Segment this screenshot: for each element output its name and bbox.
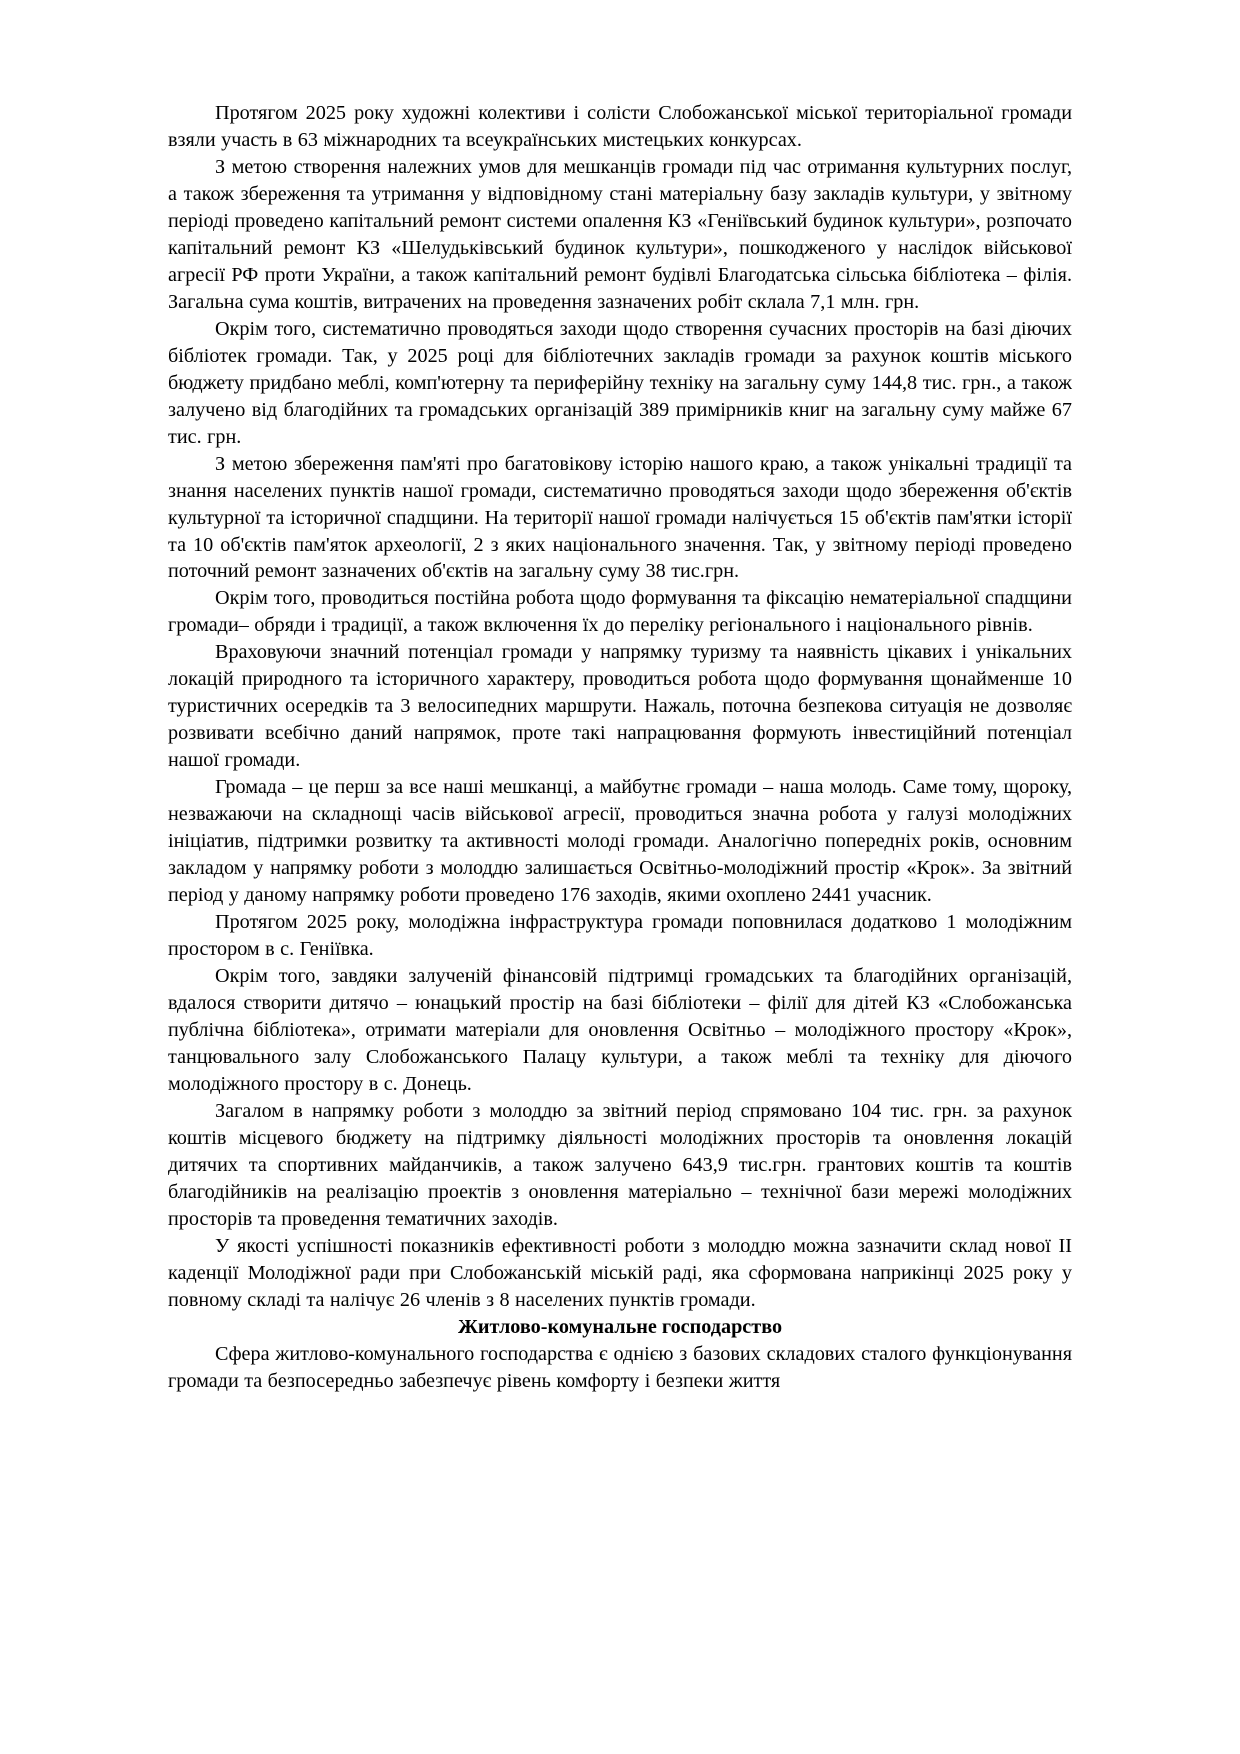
- paragraph: Загалом в напрямку роботи з молоддю за звітний період спрямовано 104 тис. грн. за рахунок коштів місцевого бюджету на підтримку діяльності молодіжних просторів та оновлення локацій дитячих та спортивних майданчиків, а також залучено 643,9 тис.грн. грантових коштів та коштів благодійників на реалізацію проектів з оновлення матеріально – технічної бази мережі молодіжних просторів та проведення тематичних заходів.: [168, 1099, 1072, 1230]
- paragraph: З метою збереження пам'яті про багатовікову історію нашого краю, а також унікальні традиції та знання населених пунктів нашої громади, систематично проводяться заходи щодо збереження об'єктів культурної та історичної спадщини. На території нашої громади налічується 15 об'єктів пам'ятки історії та 10 об'єктів пам'яток археології, 2 з яких національного значення. Так, у звітному періоді проведено поточний ремонт зазначених об'єктів на загальну суму 38 тис.грн.: [168, 452, 1072, 583]
- paragraph: З метою створення належних умов для мешканців громади під час отримання культурних послуг, а також збереження та утримання у відповідному стані матеріальну базу закладів культури, у звітному періоді проведено капітальний ремонт системи опалення КЗ «Геніївський будинок культури», розпочато капітальний ремонт КЗ «Шелудьківський будинок культури», пошкодженого у наслідок військової агресії РФ проти України, а також капітальний ремонт будівлі Благодатська сільська бібліотека – філія. Загальна сума коштів, витрачених на проведення зазначених робіт склала 7,1 млн. грн.: [168, 155, 1072, 313]
- paragraph: Сфера житлово-комунального господарства є однією з базових складових сталого функціонування громади та безпосередньо забезпечує рівень комфорту і безпеки життя: [168, 1342, 1072, 1392]
- paragraph: Окрім того, завдяки залученій фінансовій підтримці громадських та благодійних організацій, вдалося створити дитячо – юнацький простір на базі бібліотеки – філії для дітей КЗ «Слобожанська публічна бібліотека», отримати матеріали для оновлення Освітньо – молодіжного простору «Крок», танцювального залу Слобожанського Палацу культури, а також меблі та техніку для діючого молодіжного простору в с. Донець.: [168, 965, 1072, 1095]
- section-heading: Житлово-комунальне господарство: [457, 1315, 783, 1338]
- paragraph: Протягом 2025 року художні колективи і солісти Слобожанської міської територіальної громади взяли участь в 63 міжнародних та всеукраїнських мистецьких конкурсах.: [168, 102, 1072, 151]
- paragraph: Враховуючи значний потенціал громади у напрямку туризму та наявність цікавих і унікальних локацій природного та історичного характеру, проводиться робота щодо формування щонайменше 10 туристичних осередків та 3 велосипедних маршрути. Нажаль, поточна безпекова ситуація не дозволяє розвивати всебічно даний напрямок, проте такі напрацювання формують інвестиційний потенціал нашої громади.: [168, 641, 1072, 772]
- paragraph: У якості успішності показників ефективності роботи з молоддю можна зазначити склад нової ІІ каденції Молодіжної ради при Слобожанській міській раді, яка сформована наприкінці 2025 року у повному складі та налічує 26 членів з 8 населених пунктів громади.: [168, 1234, 1072, 1311]
- paragraph: Окрім того, систематично проводяться заходи щодо створення сучасних просторів на базі діючих бібліотек громади. Так, у 2025 році для бібліотечних закладів громади за рахунок коштів міського бюджету придбано меблі, комп'ютерну та периферійну техніку на загальну суму 144,8 тис. грн., а також залучено від благодійних та громадських організацій 389 примірників книг на загальну суму майже 67 тис. грн.: [168, 317, 1072, 448]
- document-body: [168, 100, 1072, 1395]
- paragraph: Окрім того, проводиться постійна робота щодо формування та фіксацію нематеріальної спадщини громади– обряди і традиції, а також включення їх до переліку регіонального і національного рівнів.: [168, 587, 1072, 637]
- paragraph: Протягом 2025 року, молодіжна інфраструктура громади поповнилася додатково 1 молодіжним простором в с. Геніївка.: [168, 911, 1072, 961]
- paragraph: Громада – це перш за все наші мешканці, а майбутнє громади – наша молодь. Саме тому, щороку, незважаючи на складнощі часів військової агресії, проводиться значна робота у галузі молодіжних ініціатив, підтримки розвитку та активності молоді громади. Аналогічно попередніх років, основним закладом у напрямку роботи з молоддю залишається Освітньо-молодіжний простір «Крок». За звітний період у даному напрямку роботи проведено 176 заходів, якими охоплено 2441 учасник.: [168, 776, 1072, 907]
